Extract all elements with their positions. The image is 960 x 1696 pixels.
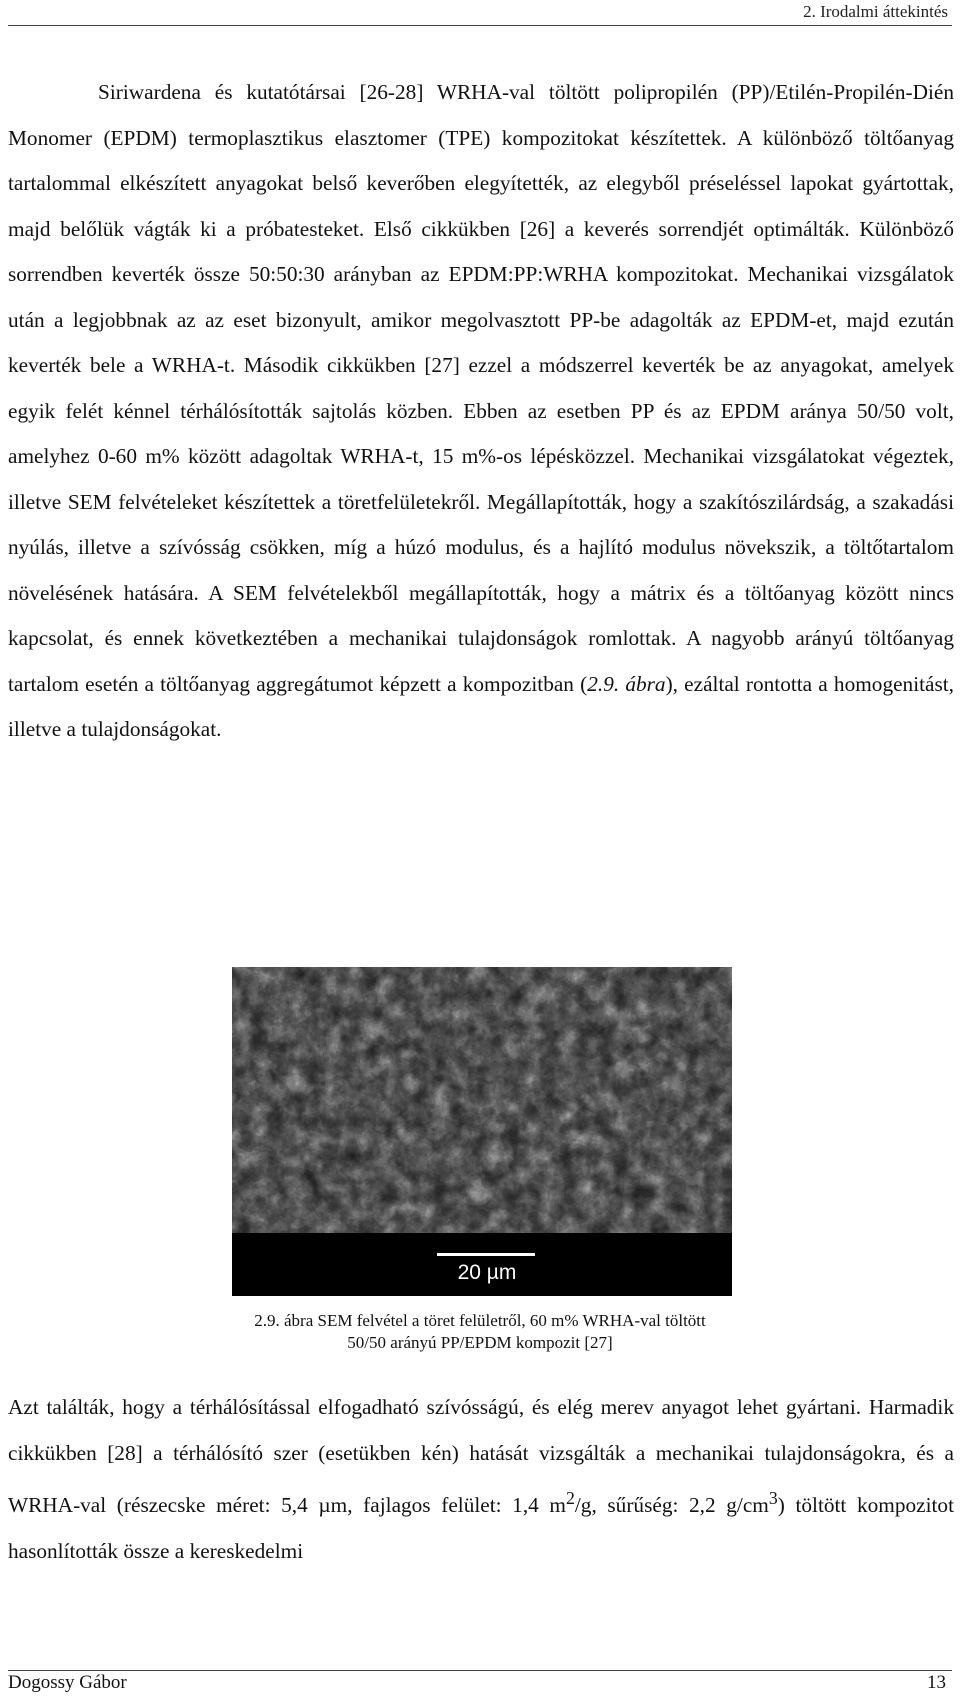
paragraph-text-end: ), ezáltal rontotta a homogenitást, illetve a tulajdonságokat.: [8, 671, 955, 741]
paragraph-siriwardena: [8, 70, 954, 753]
figure-caption: [130, 1310, 830, 1354]
caption-line-2: 50/50 arányú PP/EPDM kompozit [27]: [347, 1333, 613, 1352]
footer-author: Dogossy Gábor: [8, 1672, 127, 1693]
page-number: 13: [927, 1672, 946, 1693]
superscript-3: 3: [768, 1488, 778, 1508]
paragraph-findings: [8, 1385, 954, 1574]
paragraph-text: Azt találták, hogy a térhálósítással elfogadható szívósságú, és elég merev anyagot lehet gyártani. Harmadik cikkükben [28] a térhálósító szer (esetükben kén) hatását vizsgálták a mechanikai tulajdonságokra, és a WRHA-val (részecske méret: 5,4 µm, fajlagos felület: 1,4 m: [8, 1395, 954, 1518]
paragraph-text-mid: /g, sűrűség: 2,2 g/cm: [574, 1493, 769, 1518]
sem-texture: [232, 967, 732, 1233]
footer-divider: [8, 1670, 952, 1671]
scale-bar-panel: [232, 1233, 732, 1296]
sem-micrograph: [232, 967, 732, 1296]
caption-line-1: 2.9. ábra SEM felvétel a töret felületről, 60 m% WRHA-val töltött: [254, 1311, 706, 1330]
superscript-2: 2: [566, 1488, 575, 1508]
scale-bar: [437, 1253, 535, 1256]
scale-bar-label: 20 µm: [457, 1261, 517, 1284]
paragraph-text-end: ) töltött kompozitot hasonlították össze a kereskedelmi: [8, 1493, 954, 1563]
figure-reference: 2.9. ábra: [587, 671, 666, 696]
running-header: 2. Irodalmi áttekintés: [803, 2, 948, 21]
header-divider: [8, 25, 952, 26]
paragraph-text: Siriwardena és kutatótársai [26-28] WRHA-val töltött polipropilén (PP)/Etilén-Propilén-Dién Monomer (EPDM) termoplasztikus elasztomer (TPE) kompozitokat készítettek. A különböző töltőanyag tartalommal elkészített anyagokat belső keverőben elegyítették, az elegyből préseléssel lapokat gyártottak, majd belőlük vágták ki a próbatesteket. Első cikkükben [26] a keverés sorrendjét optimálták. Különböző sorrendben keverték össze 50:50:30 arányban az EPDM:PP:WRHA kompozitokat. Mechanikai vizsgálatok után a legjobbnak az az eset bizonyult, amikor megolvasztott PP-be adagolták az EPDM-et, majd ezután keverték bele a WRHA-t. Második cikkükben [27] ezzel a módszerrel keverték be az anyagokat, amelyek egyik felét kénnel térhálósították sajtolás közben. Ebben az esetben PP és az EPDM aránya 50/50 volt, amelyhez 0-60 m% között adagoltak WRHA-t, 15 m%-os lépésközzel. Mechanikai vizsgálatokat végeztek, illetve SEM felvételeket készítettek a töretfelületekről. Megállapították, hogy a szakítószilárdság, a szakadási nyúlás, illetve a szívósság csökken, míg a húzó modulus, és a hajlító modulus növekszik, a töltőtartalom növelésének hatására. A SEM felvételekből megállapították, hogy a mátrix és a töltőanyag között nincs kapcsolat, és ennek következtében a mechanikai tulajdonságok romlottak. A nagyobb arányú töltőanyag tartalom esetén a töltőanyag aggregátumot képzett a kompozitban (: [8, 80, 954, 696]
